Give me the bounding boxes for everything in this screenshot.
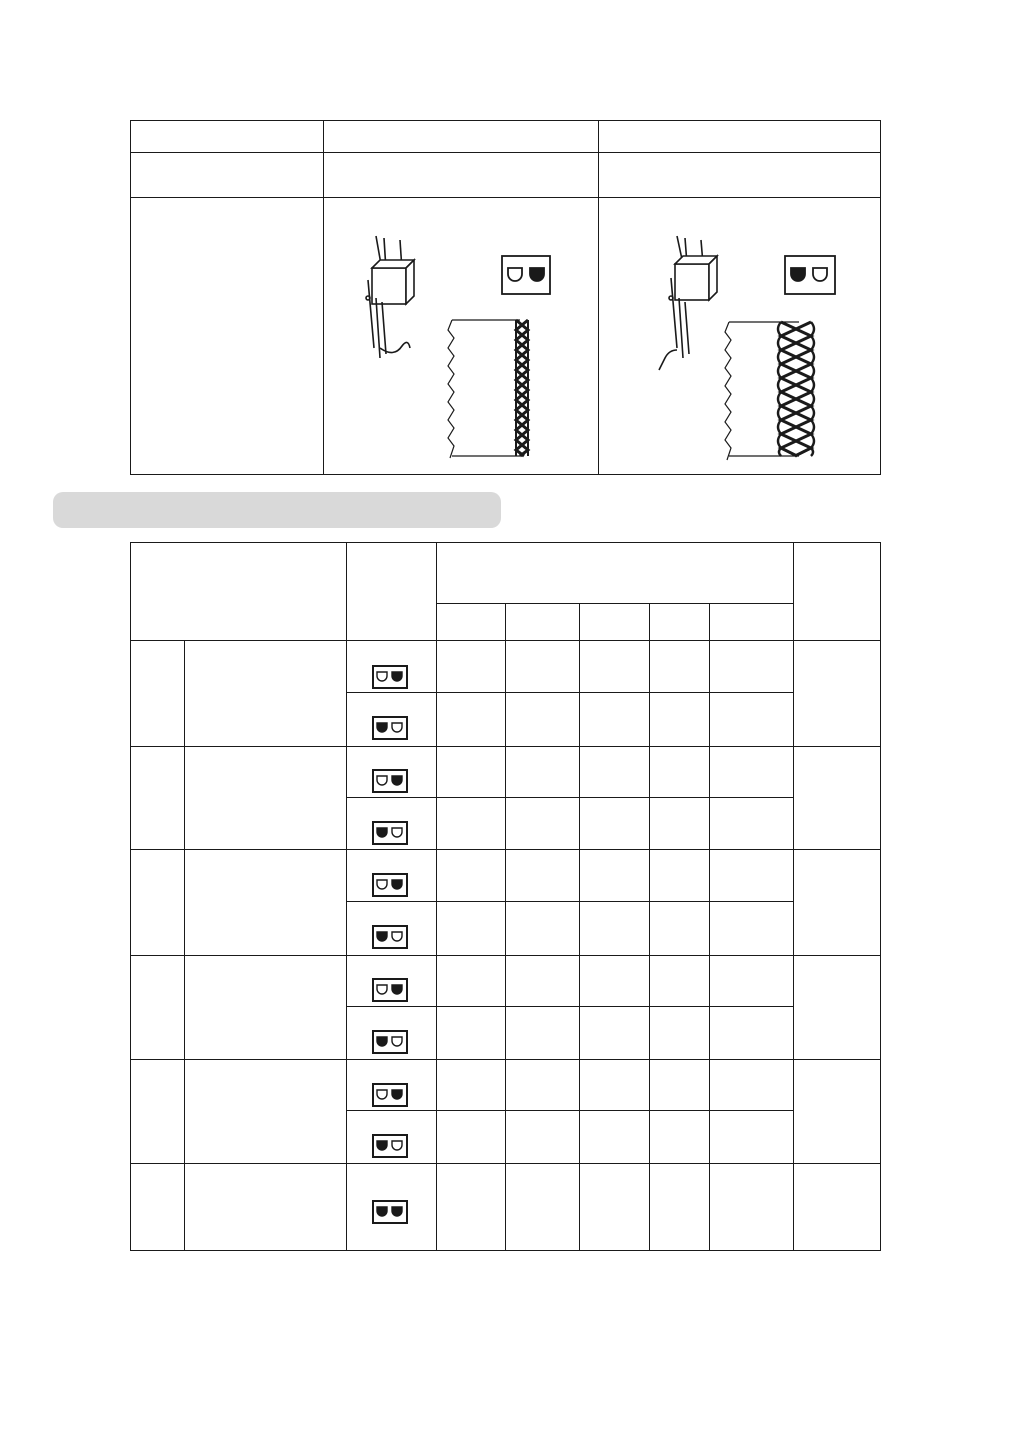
fabric-sample [725, 322, 799, 460]
needle-position-icon [502, 256, 550, 294]
settings-table-divider [184, 640, 185, 1251]
needle-right-filled-icon [372, 978, 408, 1002]
wide-stitch-icon [778, 322, 814, 456]
presser-foot-icon [659, 236, 717, 370]
needle-both-filled-icon [372, 1200, 408, 1224]
needle-position-icon [785, 256, 835, 294]
narrow-stitch-icon [516, 320, 528, 456]
needle-left-filled-icon [372, 925, 408, 949]
fabric-sample [448, 320, 520, 458]
settings-table-divider [130, 1163, 881, 1164]
needle-left-filled-icon [372, 821, 408, 845]
settings-table-divider [709, 603, 710, 1251]
presser-foot-icon [366, 236, 414, 358]
settings-table-divider [346, 797, 793, 798]
top-table-divider [130, 152, 881, 153]
settings-table-divider [346, 692, 793, 693]
settings-table-divider [649, 603, 650, 1251]
settings-table-divider [346, 542, 347, 1251]
settings-table-divider [346, 1110, 793, 1111]
settings-table-divider [436, 542, 437, 1251]
settings-table-divider [130, 849, 881, 850]
settings-table-divider [346, 901, 793, 902]
settings-table-divider [130, 746, 881, 747]
needle-right-filled-icon [372, 769, 408, 793]
needle-left-filled-icon [372, 716, 408, 740]
needle-left-filled-icon [372, 1134, 408, 1158]
needle-left-filled-icon [372, 1030, 408, 1054]
wide-overlock-illustration [599, 198, 880, 474]
settings-table-divider [130, 1059, 881, 1060]
settings-table-divider [436, 603, 793, 604]
needle-right-filled-icon [372, 873, 408, 897]
needle-right-filled-icon [372, 665, 408, 689]
narrow-overlock-illustration [324, 198, 597, 474]
settings-table-divider [130, 955, 881, 956]
settings-table-divider [579, 603, 580, 1251]
settings-table-divider [793, 542, 794, 1251]
needle-right-filled-icon [372, 1083, 408, 1107]
section-heading-bar [53, 492, 501, 528]
settings-table-divider [346, 1006, 793, 1007]
settings-table-divider [505, 603, 506, 1251]
settings-table-divider [130, 640, 881, 641]
